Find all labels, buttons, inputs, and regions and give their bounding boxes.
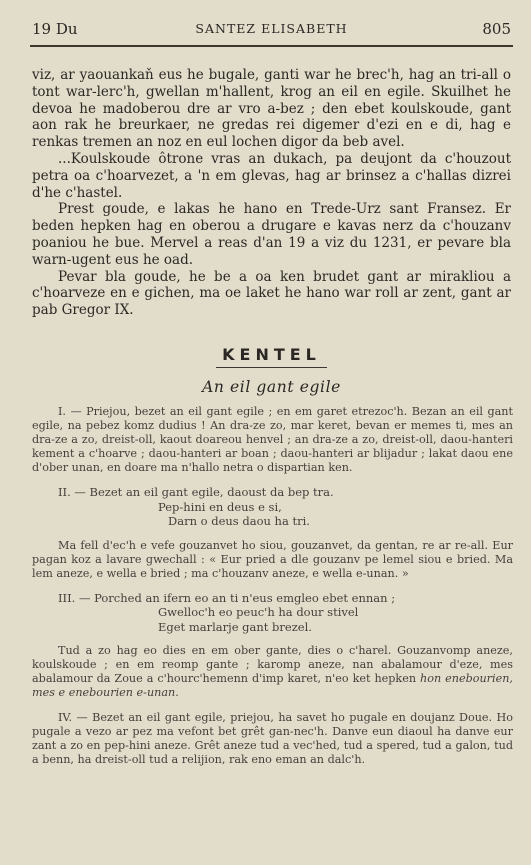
lesson-paragraph: Ma fell d'ec'h e vefe gouzanvet ho siou, gouzanvet, da gentan, re ar re-all. Eur pagan koz a lavare gwechall : « Eur pried a dle gouzanv pe lemel siou e bried. Ma lem aneze, e wella e bried ; ma c'houzanv aneze, e wella e-unan. »: [32, 538, 513, 580]
lesson-paragraph: IV. — Bezet an eil gant egile, priejou, ha savet ho pugale en doujanz Doue. Ho pugale a vezo ar pez ma vefont bet grêt gan-nec'h. Danve eun diaoul ha danve eur zant a zo en pep-hini aneze. Grêt aneze tud a vec'hed, tud a spered, tud a galon, tud a benn, ha dreist-oll tud a relijion, rak eno eman an dalc'h.: [32, 710, 513, 766]
paragraph: ...Koulskoude ôtrone vras an dukach, pa deujont da c'houzout petra oa c'hoarvezet, a 'n em glevas, hag ar brinsez a c'hallas dizrei d'he c'hastel.: [32, 150, 511, 201]
main-text: [32, 67, 511, 319]
verse-line: III. — Porched an ifern eo an ti n'eus emgleo ebet ennan ;: [58, 590, 396, 605]
paragraph: Pevar bla goude, he be a oa ken brudet gant ar mirakliou a c'hoarveze en e gichen, ma oe laket he hano war roll ar zent, gant ar pab Gregor IX.: [32, 268, 511, 319]
lesson-text-span: Tud a zo hag eo dies en em ober gante, dies o c'harel. Gouzanvomp aneze, koulskoude ; en em reomp gante ; karomp aneze, nan abalamour d'eze, mes abalamour da Zoue a c'hourc'hemenn d'imp karet, n'eo ket hepken: [32, 644, 513, 686]
paragraph: Prest goude, e lakas he hano en Trede-Urz sant Fransez. Er beden hepken hag en oberou a drugare e kavas nerz da c'houzanv poaniou he bue. Mervel a reas d'an 19 a viz du 1231, er pevare bla warn-ugent eus he oad.: [32, 201, 511, 268]
lesson-paragraph: I. — Priejou, bezet an eil gant egile ; en em garet etrezoc'h. Bezan an eil gant egile, na pebez komz dudius ! An dra-ze zo, mar keret, bevan er memes ti, mes an dra-ze a zo, dreist-oll, kaout doareou henvel ; an dra-ze a zo, dreist-oll, daou-hanteri kement a c'hoarve ; daou-hanteri ar boan ; daou-hanteri ar blijadur ; lakat daou ene d'ober unan, en doare ma n'hallo netra o dispartian ken.: [32, 405, 513, 475]
verse-line: Pep-hini en deus e si,: [158, 499, 282, 514]
header-rule: [30, 45, 513, 47]
verse-line: Gwelloc'h eo peuc'h ha dour stivel: [158, 605, 359, 620]
header-title: SANTEZ ELISABETH: [195, 21, 348, 36]
header-date: 19 Du: [32, 20, 78, 38]
page-number: 805: [482, 20, 511, 38]
lesson-paragraph: [32, 644, 513, 700]
verse-line: Eget marlarje gant brezel.: [158, 619, 312, 634]
section-subtitle: An eil gant egile: [202, 378, 341, 396]
running-header: [32, 20, 511, 42]
paragraph: viz, ar yaouankaň eus he bugale, ganti war he brec'h, hag an tri-all o tont war-lerc'h, gwellan m'hallent, krog an eil en egile. Skuilhet he devoa he madoberou dre ar vro a-bez ; den ebet koulskoude, gant aon rak he breurkaer, ne gredas rei digemer d'ezi en e di, hag e renkas tremen an noz en eul lochen digor da beb avel.: [32, 67, 511, 151]
lesson-text: [32, 405, 513, 767]
section-heading: KENTEL: [216, 345, 327, 368]
verse-line: Darn o deus daou ha tri.: [168, 514, 310, 529]
verse-line: II. — Bezet an eil gant egile, daoust da bep tra.: [58, 485, 334, 500]
lesson-title-block: [32, 345, 511, 396]
lesson-italic-span: hon enebourien, mes e enebourien e-unan.: [32, 672, 513, 700]
